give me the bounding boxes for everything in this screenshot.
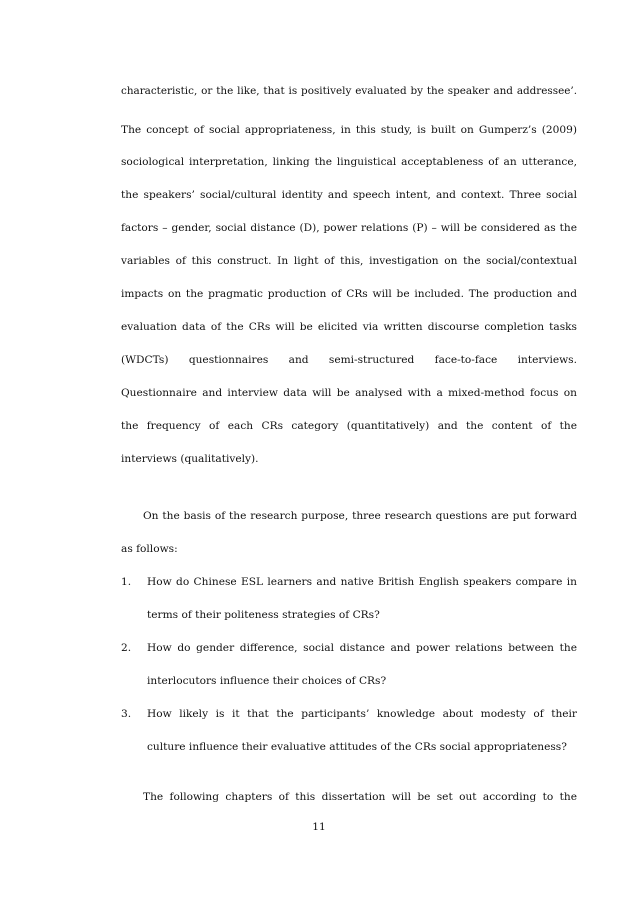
list-item-line: culture influence their evaluative attitudes of the CRs social appropriateness? — [147, 741, 567, 753]
list-item-line: How likely is it that the participants’ knowledge about modesty of their — [147, 708, 577, 720]
paragraph-line: On the basis of the research purpose, three research questions are put forward — [143, 510, 577, 522]
paragraph-line: factors – gender, social distance (D), power relations (P) – will be considered as the — [121, 222, 577, 234]
paragraph-line: interviews (qualitatively). — [121, 453, 259, 465]
paragraph-line: The concept of social appropriateness, in this study, is built on Gumperz’s (2009) — [121, 124, 577, 136]
paragraph-line: the frequency of each CRs category (quantitatively) and the content of the — [121, 420, 577, 432]
paragraph-line: The following chapters of this dissertation will be set out according to the — [143, 791, 577, 803]
paragraph-line: Questionnaire and interview data will be analysed with a mixed-method focus on — [121, 387, 577, 399]
paragraph-line: evaluation data of the CRs will be elicited via written discourse completion tasks — [121, 321, 577, 333]
list-item-line: How do gender difference, social distance and power relations between the — [147, 642, 577, 654]
paragraph-line: as follows: — [121, 543, 178, 555]
paragraph-line: impacts on the pragmatic production of CRs will be included. The production and — [121, 288, 577, 300]
list-item-number: 2. — [121, 642, 132, 654]
paragraph-line: sociological interpretation, linking the linguistical acceptableness of an utterance, — [121, 156, 577, 168]
list-item-line: interlocutors influence their choices of CRs? — [147, 675, 387, 687]
list-item-number: 1. — [121, 576, 132, 588]
page-number: 11 — [312, 821, 326, 833]
list-item-number: 3. — [121, 708, 132, 720]
list-item-line: terms of their politeness strategies of CRs? — [147, 609, 380, 621]
paragraph-line: (WDCTs) questionnaires and semi-structured face-to-face interviews. — [121, 354, 577, 366]
paragraph-line: the speakers’ social/cultural identity and speech intent, and context. Three social — [121, 189, 577, 201]
paragraph-line: characteristic, or the like, that is positively evaluated by the speaker and addressee’. — [121, 85, 577, 97]
paragraph-line: variables of this construct. In light of this, investigation on the social/contextual — [121, 255, 577, 267]
list-item-line: How do Chinese ESL learners and native British English speakers compare in — [147, 576, 577, 588]
